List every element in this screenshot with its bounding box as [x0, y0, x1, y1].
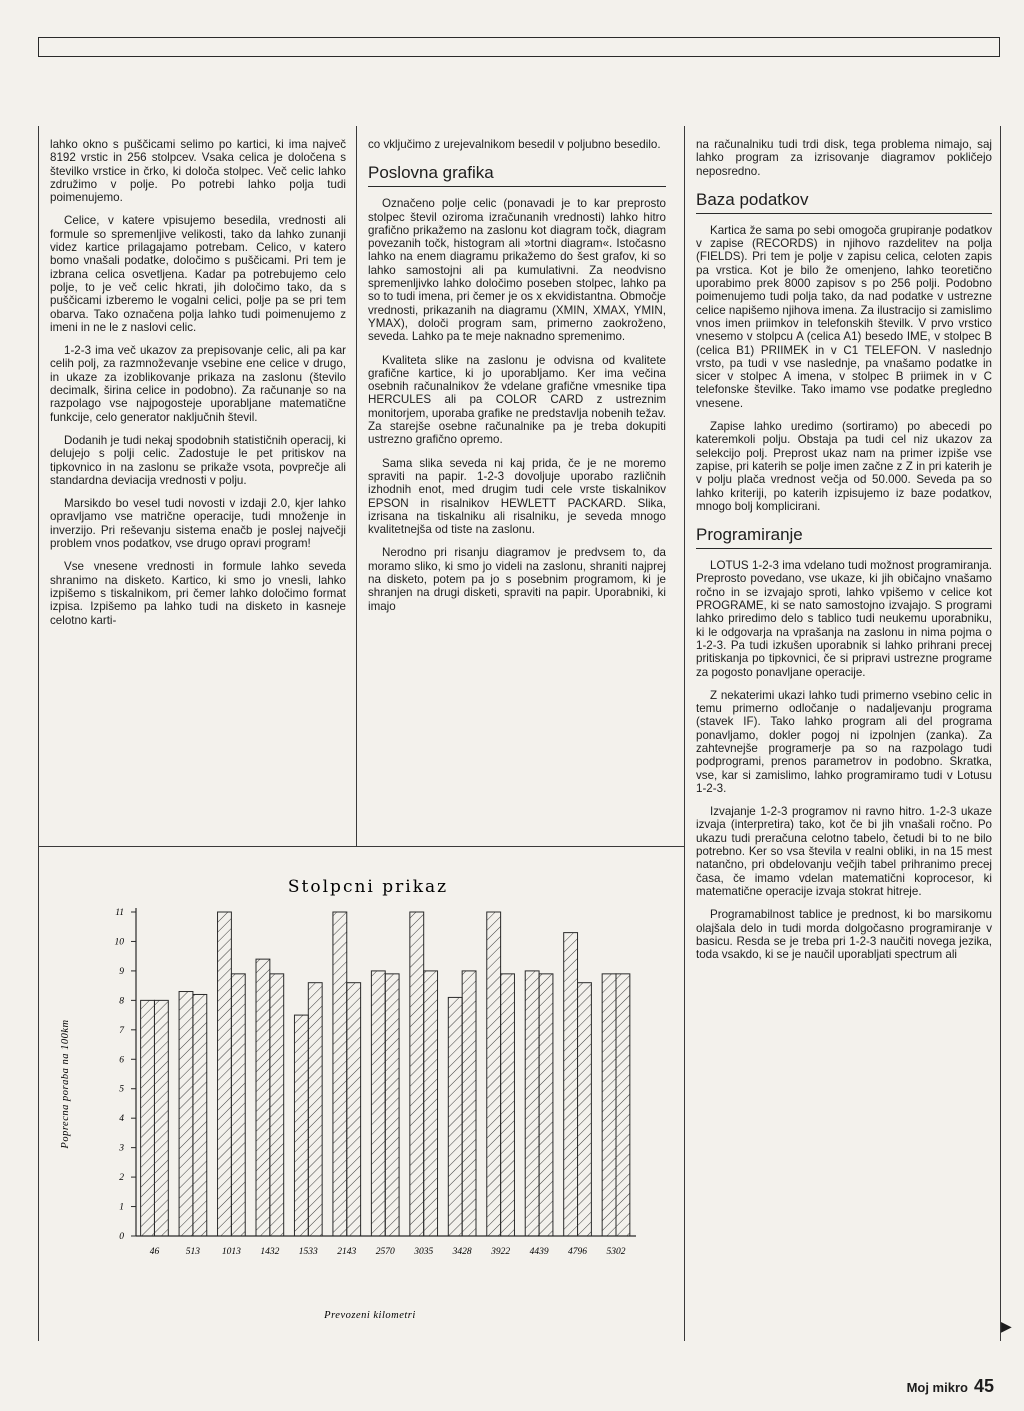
col2-paragraph-3: Kvaliteta slike na zaslonu je odvisna od kvalitete grafične kartice, ki jo uporabljamo. Ker ima večina osebnih računalnikov že vdelane grafične vmesnike tipa HERCULES ali pa COLOR CARD z ustreznim monitorjem, uporaba grafike ne predstavlja nobenih težav. Za starejše osebne računalnike pa je treba dokupiti ustrezno grafično opremo. — [368, 353, 666, 447]
col3-paragraph-4: LOTUS 1-2-3 ima vdelano tudi možnost programiranja. Preprosto povedano, vse ukaze, ki jih običajno vnašamo ročno in se izvajajo sproti, lahko vpišemo v celice kot PROGRAME, ki se nato samostojno izvajajo. S programi lahko priredimo delo s tablico tudi neukemu uporabniku, ki le odgovarja na vprašanja na zaslonu in nima pojma o 1-2-3. Pa tudi izkušen uporabnik si lahko prihrani precej pritiskanja po tipkovnici, če si pripravi ustrezne programe za pogosto ponavljane operacije. — [696, 559, 992, 679]
frame-left-line — [38, 126, 39, 1341]
col3-paragraph-5: Z nekaterimi ukazi lahko tudi primerno vsebino celic in temu primerno odločanje o nadaljevanju programa (stavek IF). Tako lahko program ali del programa ponavljamo, dokler pogoj ni izpolnjen (zanka). Za zahtevnejše programerje pa so na razpolago tudi podprogrami, prenos parametrov in podobno. Skratka, vse, kar si zamislimo, lahko programiramo tudi v Lotusu 1-2-3. — [696, 688, 992, 795]
x-tick-label: 46 — [149, 1247, 160, 1257]
y-tick-label: 5 — [119, 1084, 124, 1095]
bar — [564, 933, 578, 1236]
col2-paragraph-1: co vključimo z urejevalnikom besedil v poljubno besedilo. — [368, 138, 661, 151]
heading-baza-podatkov: Baza podatkov — [696, 190, 992, 214]
bar — [578, 983, 592, 1236]
bar — [616, 974, 630, 1236]
bar — [256, 959, 270, 1236]
column-1 — [50, 138, 346, 637]
y-tick-label: 10 — [114, 937, 124, 948]
x-axis-label: Prevozeni kilometri — [324, 1310, 416, 1321]
x-tick-label: 4439 — [529, 1247, 549, 1257]
bar — [448, 997, 462, 1236]
bar-chart — [40, 862, 680, 1322]
col3-paragraph-3: Zapise lahko uredimo (sortiramo) po abecedi po kateremkoli polju. Obstaja pa tudi cel niz ukazov za selekcijo polj. Preprost ukaz nam na primer izpiše vse zapise, pri katerih se polje imen začne z Z in pri katerih je v polju plača vrednost večja od 50.000. Seveda pa so lahko kriteriji, po katerih izpisujemo iz baze podatkov, mnogo bolj komplicirani. — [696, 420, 992, 513]
continue-arrow-icon: ▶ — [1001, 1318, 1012, 1334]
x-tick-label: 1013 — [221, 1247, 241, 1257]
col1-paragraph-6: Vse vnesene vrednosti in formule lahko seveda shranimo na disketo. Kartico, ki smo jo vnesli, lahko izpišemo s tiskalnikom, pri čemer lahko določimo format izpisa. Izpišemo pa lahko tudi na disketo in kasneje celotno karti- — [50, 560, 346, 627]
bar — [410, 912, 424, 1236]
frame-divider-1 — [356, 126, 357, 846]
col1-paragraph-4: Dodanih je tudi nekaj spodobnih statističnih operacij, ki delujejo s polji celic. Zadostuje le pet pritiskov na tipkovnico in na zaslonu se prikaže vsota, povprečje ali standardna deviacija vrednosti v polju. — [50, 433, 346, 487]
y-tick-label: 4 — [119, 1114, 124, 1125]
x-tick-label: 2143 — [337, 1247, 357, 1257]
x-tick-label: 4796 — [568, 1247, 588, 1257]
chart-title: Stolpcni prikaz — [287, 877, 449, 897]
magazine-name: Moj mikro — [906, 1380, 968, 1395]
bar — [218, 912, 232, 1236]
heading-programiranje: Programiranje — [696, 525, 992, 549]
bar — [333, 912, 347, 1236]
bar — [141, 1000, 155, 1236]
col2-paragraph-4: Sama slika seveda ni kaj prida, če je ne moremo spraviti na papir. 1-2-3 dovoljuje uporabo različnih izhodnih enot, med drugim tudi cele vrste tiskalnikov EPSON in risalnikov HEWLETT PACKARD. Slika, izrisana na tiskalniku ali risalniku, je seveda mnogo kvalitetnejša od tiste na zaslonu. — [368, 456, 666, 537]
col3-paragraph-2: Kartica že sama po sebi omogoča grupiranje podatkov v zapise (RECORDS) in njihovo razdelitev na polja (FIELDS). Pri tem je polje v zapisu celica, celoten zapis pa vrstica. Kot je bilo že omenjeno, lahko teoretično uporabimo prek 8000 zapisov s po 256 polji. Podobno poimenujemo tudi polja tako, da nad podatke v ustrezne celice napišemo njihova imena. Za ilustracijo si zamislimo vnos imen priimkov in telefonskih številk. V prvo vrstico vnesemo v stolpcu A (celica A1) besedo IME, v stolpec B (celica B1) PRIIMEK in v C1 TELEFON. V naslednjo vrsto, pa tudi v vse naslednje, pa vnašamo podatke in sicer v stolpec A imena, v stolpec B priimek in v C telefonske številke. Tako imamo vse podatke pregledno vnesene. — [696, 223, 992, 410]
bar — [231, 974, 245, 1236]
bar — [462, 971, 476, 1236]
y-tick-label: 7 — [119, 1025, 124, 1036]
bar — [179, 992, 193, 1236]
top-frame-bar — [38, 37, 1000, 57]
column-3 — [696, 138, 992, 971]
col1-paragraph-1: lahko okno s puščicami selimo po kartici, ki ima največ 8192 vrstic in 256 stolpcev. Vsaka celica je določena s številko vrstice in črko, ki določa stolpec. Več celic lahko združimo v polje. Po potrebi lahko polja tudi poimenujemo. — [50, 138, 346, 205]
col3-paragraph-1: na računalniku tudi trdi disk, tega problema nimajo, saj lahko program za izrisovanje diagramov pokličejo neposredno. — [696, 138, 992, 178]
y-axis-label: Poprecna poraba na 100km — [60, 1019, 71, 1149]
bar — [193, 994, 207, 1236]
bar — [347, 983, 361, 1236]
col2-paragraph-2: Označeno polje celic (ponavadi je to kar preprosto stolpec števil oziroma izračunanih vrednosti) lahko hitro grafično prikažemo na zaslonu kot diagram točk, diagram povezanih točk, histogram ali »tortni diagram«. Istočasno lahko na enem diagramu prikažemo do šest grafov, ki so lahko samostojni ali pa kumulativni. Za neodvisno spremenljivko lahko določimo poseben stolpec, lahko pa so to tudi imena, pri čemer je os x ekvidistantna. Območje vrednosti, prikazanih na diagramu (XMIN, XMAX, YMIN, YMAX), določi program sam, primerno zaokroženo, seveda. Lahko pa te meje naknadno spremenimo. — [368, 197, 666, 344]
bar — [602, 974, 616, 1236]
x-tick-label: 3035 — [414, 1247, 434, 1257]
frame-divider-2 — [684, 126, 685, 1341]
col3-paragraph-6: Izvajanje 1-2-3 programov ni ravno hitro. 1-2-3 ukaze izvaja (interpretira) tako, kot če bi jih vnašali ročno. Po ukazu tudi preračuna celotno tabelo, četudi bi to ne bilo potrebno. Ker so vsa števila v realni obliki, in na 15 mest natančno, pri obdelovanju večjih tabel prihranimo precej časa, če imamo vdelan matematični koprocesor, ki matematične operacije izvaja stokrat hitreje. — [696, 805, 992, 898]
bar — [294, 1015, 308, 1236]
chart-top-border — [38, 846, 684, 847]
y-tick-label: 11 — [115, 908, 124, 918]
col1-paragraph-5: Marsikdo bo vesel tudi novosti v izdaji 2.0, kjer lahko opravljamo vse matrične operacije, tudi množenje in inverzijo. Pri reševanju sistema enačb je poslej največji problem vnos podatkov, vse drugo opravi program! — [50, 497, 346, 551]
bar — [308, 983, 322, 1236]
heading-poslovna-grafika: Poslovna grafika — [368, 163, 666, 187]
frame-right-line — [1000, 126, 1001, 1341]
y-tick-label: 3 — [119, 1143, 124, 1154]
y-tick-label: 2 — [119, 1173, 124, 1184]
col1-paragraph-2: Celice, v katere vpisujemo besedila, vrednosti ali formule so spremenljive velikosti, tako da lahko zunanji videz kartice prilagajamo potrebam. Celico, v katero bomo vnašali podatke, določimo s puščicami. Pri tem je izbrana celica osvetljena. Kadar pa potrebujemo celo polje, to je več celic hkrati, jih določimo tako, da s puščicami izberemo le vogalni celici, polje pa se pri tem obarva. Tako označena polja lahko tudi poimenujemo z imeni in ne le z naslovi celic. — [50, 214, 346, 334]
bar — [525, 971, 539, 1236]
x-tick-label: 5302 — [606, 1247, 626, 1257]
bar — [385, 974, 399, 1236]
col2-paragraph-5: Nerodno pri risanju diagramov je predvsem to, da moramo sliko, ki smo jo videli na zaslonu, shraniti najprej na disketo, potem pa jo s posebnim programom, ki je shranjen na drugi disketi, spraviti na papir. Uporabniki, ki imajo — [368, 546, 666, 613]
x-tick-label: 3428 — [452, 1247, 472, 1257]
x-tick-label: 1533 — [298, 1247, 318, 1257]
bar — [501, 974, 515, 1236]
x-tick-label: 1432 — [260, 1247, 280, 1257]
bar — [270, 974, 284, 1236]
y-tick-label: 8 — [119, 996, 124, 1007]
col3-paragraph-7: Programabilnost tablice je prednost, ki bo marsikomu olajšala delo in tudi morda dolgočasno programiranje v basicu. Resda se je treba pri 1-2-3 naučiti novega jezika, toda vsakdo, ki se je naučil uporabljati spectrum ali — [696, 908, 992, 962]
bar — [154, 1000, 168, 1236]
column-2 — [368, 138, 666, 623]
col1-paragraph-3: 1-2-3 ima več ukazov za prepisovanje celic, ali pa kar celih polj, za razmnoževanje vsebine ene celice v drugo, in ukaze za izoblikovanje prikaza na zaslonu (število decimalk, širina celice in podobno). Za računanje so na razpolago vse najpogosteje uporabljane matematične funkcije, celo generator naključnih števil. — [50, 344, 346, 424]
bar — [371, 971, 385, 1236]
y-tick-label: 1 — [119, 1202, 124, 1213]
bar — [424, 971, 438, 1236]
page-number: 45 — [973, 1376, 994, 1396]
bar — [487, 912, 501, 1236]
y-tick-label: 0 — [119, 1232, 124, 1242]
y-tick-label: 9 — [119, 966, 124, 977]
x-tick-label: 3922 — [491, 1247, 511, 1257]
x-tick-label: 2570 — [375, 1247, 395, 1257]
y-tick-label: 6 — [119, 1055, 124, 1066]
bar — [539, 974, 553, 1236]
x-tick-label: 513 — [185, 1247, 201, 1257]
page-footer — [907, 1376, 994, 1397]
